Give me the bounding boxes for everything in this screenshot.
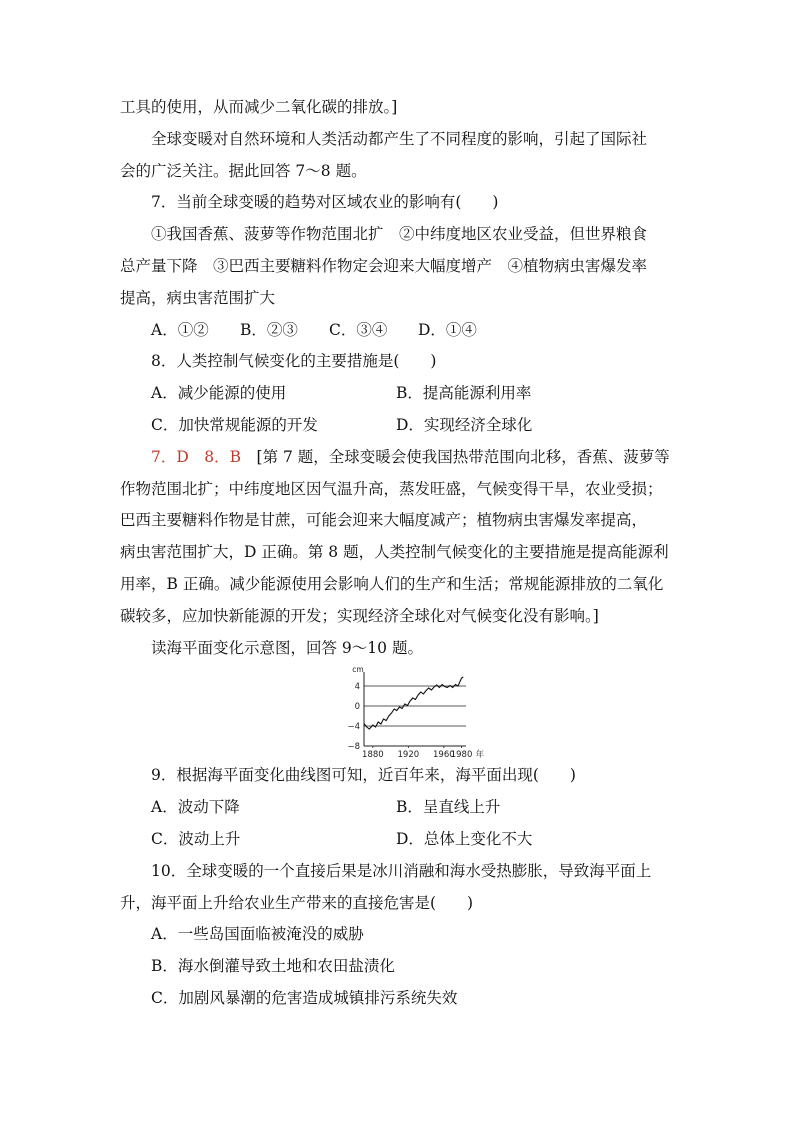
x-tick-label: 1960 [433, 750, 455, 761]
option-b: B．提高能源利用率 [396, 384, 532, 403]
answer-explanation: 碳较多，应加快新能源的开发；实现经济全球化对气候变化没有影响。] [120, 606, 599, 625]
x-axis-label: 年 [475, 750, 485, 761]
option-a: A．波动下降 [151, 798, 240, 817]
question-7: 7．当前全球变暖的趋势对区域农业的影响有( ) [151, 193, 499, 212]
question-10: 升，海平面上升给农业生产带来的直接危害是( ) [120, 893, 474, 912]
sea-level-chart [340, 664, 490, 760]
answer-line [120, 442, 680, 474]
option-b: B．呈直线上升 [396, 798, 501, 817]
question-7-options [120, 315, 680, 347]
answer-explanation: 作物范围北扩；中纬度地区因气温升高，蒸发旺盛，气候变得干旱，农业受损； [120, 479, 663, 498]
y-tick-label: 4 [354, 682, 360, 693]
answer-key: 7．D 8．B [151, 447, 242, 466]
option-c: C．波动上升 [151, 829, 241, 848]
option-d: D．实现经济全球化 [396, 415, 533, 434]
question-9: 9．根据海平面变化曲线图可知，近百年来，海平面出现( ) [151, 766, 576, 785]
option-a: A．①② [151, 320, 209, 339]
option-d: D．①④ [418, 320, 477, 339]
intro-text: 会的广泛关注。据此回答 7～8 题。 [120, 161, 367, 180]
y-tick-label: −8 [347, 742, 360, 753]
document-page [120, 92, 680, 1015]
question-9-options-row [120, 824, 680, 856]
option-d: D．总体上变化不大 [396, 829, 533, 848]
question-8-options-row [120, 378, 680, 410]
question-7-statement: 提高，病虫害范围扩大 [120, 288, 276, 307]
option-c: C．加快常规能源的开发 [151, 415, 318, 434]
question-10: 10．全球变暖的一个直接后果是冰川消融和海水受热膨胀，导致海平面上 [151, 861, 652, 880]
sea-level-chart-area [120, 664, 680, 760]
text-line: 工具的使用，从而减少二氧化碳的排放。] [120, 98, 398, 116]
question-8: 8．人类控制气候变化的主要措施是( ) [151, 352, 437, 371]
option-b: B．海水倒灌导致土地和农田盐渍化 [151, 957, 395, 976]
option-b: B．②③ [240, 320, 298, 339]
answer-explanation: [第 7 题，全球变暖会使我国热带范围向北移，香蕉、菠萝等 [241, 447, 670, 466]
question-7-statement: 总产量下降 ③巴西主要糖料作物定会迎来大幅度增产 ④植物病虫害爆发率 [120, 256, 648, 275]
question-9-options-row [120, 792, 680, 824]
y-tick-label: 0 [354, 702, 360, 713]
y-tick-label: −4 [347, 722, 360, 733]
answer-explanation: 病虫害范围扩大，D 正确。第 8 题，人类控制气候变化的主要措施是提高能源利 [120, 543, 669, 562]
x-tick-label: 1920 [397, 750, 420, 761]
chart-intro: 读海平面变化示意图，回答 9～10 题。 [151, 638, 423, 657]
answer-explanation: 用率，B 正确。减少能源使用会影响人们的生产和生活；常规能源排放的二氧化 [120, 574, 664, 593]
x-tick-label: 1880 [362, 750, 384, 761]
intro-text: 全球变暖对自然环境和人类活动都产生了不同程度的影响，引起了国际社 [151, 129, 648, 148]
option-a: A．减少能源的使用 [151, 384, 287, 403]
x-tick-label: 1980 [450, 750, 473, 761]
answer-explanation: 巴西主要糖料作物是甘蔗，可能会迎来大幅度减产；植物病虫害爆发率提高， [120, 511, 648, 530]
option-c: C．③④ [329, 320, 388, 339]
y-axis-label: cm [352, 665, 364, 675]
option-c: C．加剧风暴潮的危害造成城镇排污系统失效 [151, 988, 458, 1007]
question-7-statement: ①我国香蕉、菠萝等作物范围北扩 ②中纬度地区农业受益，但世界粮食 [151, 225, 648, 244]
option-a: A．一些岛国面临被淹没的威胁 [151, 925, 364, 944]
question-8-options-row [120, 410, 680, 442]
sea-level-line [364, 677, 463, 729]
